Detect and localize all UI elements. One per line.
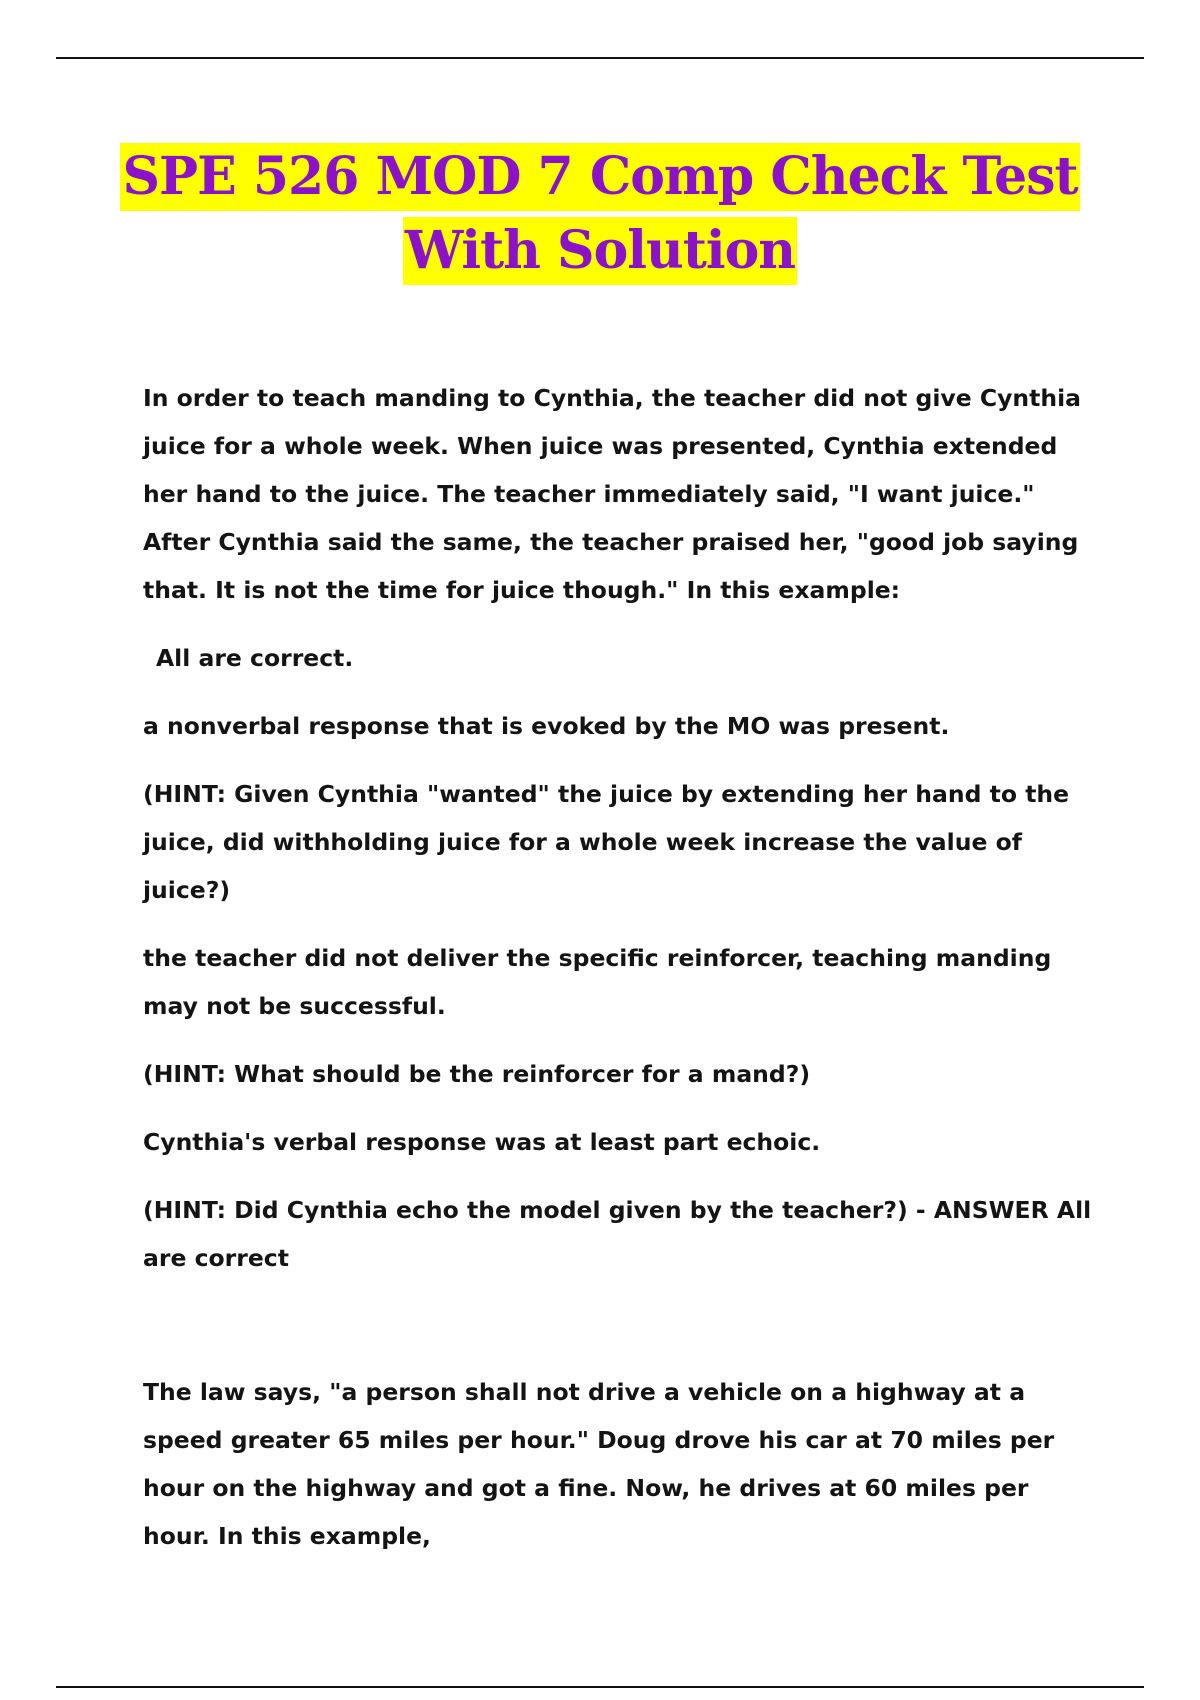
question-1-option-all-correct: All are correct. bbox=[156, 644, 354, 672]
document-title bbox=[0, 140, 1200, 288]
question-1-hint-1: (HINT: Given Cynthia "wanted" the juice by extending her hand to the juice, did withholding juice for a whole week increase the value of juice?) bbox=[143, 780, 1070, 904]
title-line-2: With Solution bbox=[403, 217, 797, 285]
footer-rule bbox=[56, 1686, 1144, 1688]
question-1-hint-2: (HINT: What should be the reinforcer for a mand?) bbox=[143, 1060, 811, 1088]
title-line-1: SPE 526 MOD 7 Comp Check Test bbox=[120, 143, 1079, 211]
question-2-stem: The law says, "a person shall not drive a vehicle on a highway at a speed greater 65 miles per hour." Doug drove his car at 70 miles per hour on the highway and got a fine. Now, he drives at 60 miles per hour. In this example, bbox=[143, 1378, 1055, 1550]
question-1-hint-3-answer: (HINT: Did Cynthia echo the model given by the teacher?) - ANSWER All are correct bbox=[143, 1196, 1092, 1272]
question-1-option-reinforcer: the teacher did not deliver the specific reinforcer, teaching manding may not be successful. bbox=[143, 944, 1052, 1020]
document-body bbox=[143, 374, 1093, 1580]
question-1-stem: In order to teach manding to Cynthia, the teacher did not give Cynthia juice for a whole week. When juice was presented, Cynthia extended her hand to the juice. The teacher immediately said, "I want juice." After Cynthia said the same, the teacher praised her, "good job saying that. It is not the time for juice though." In this example: bbox=[143, 384, 1082, 604]
header-rule bbox=[56, 57, 1144, 59]
question-1-option-nonverbal: a nonverbal response that is evoked by the MO was present. bbox=[143, 712, 950, 740]
question-1-option-echoic: Cynthia's verbal response was at least part echoic. bbox=[143, 1128, 821, 1156]
